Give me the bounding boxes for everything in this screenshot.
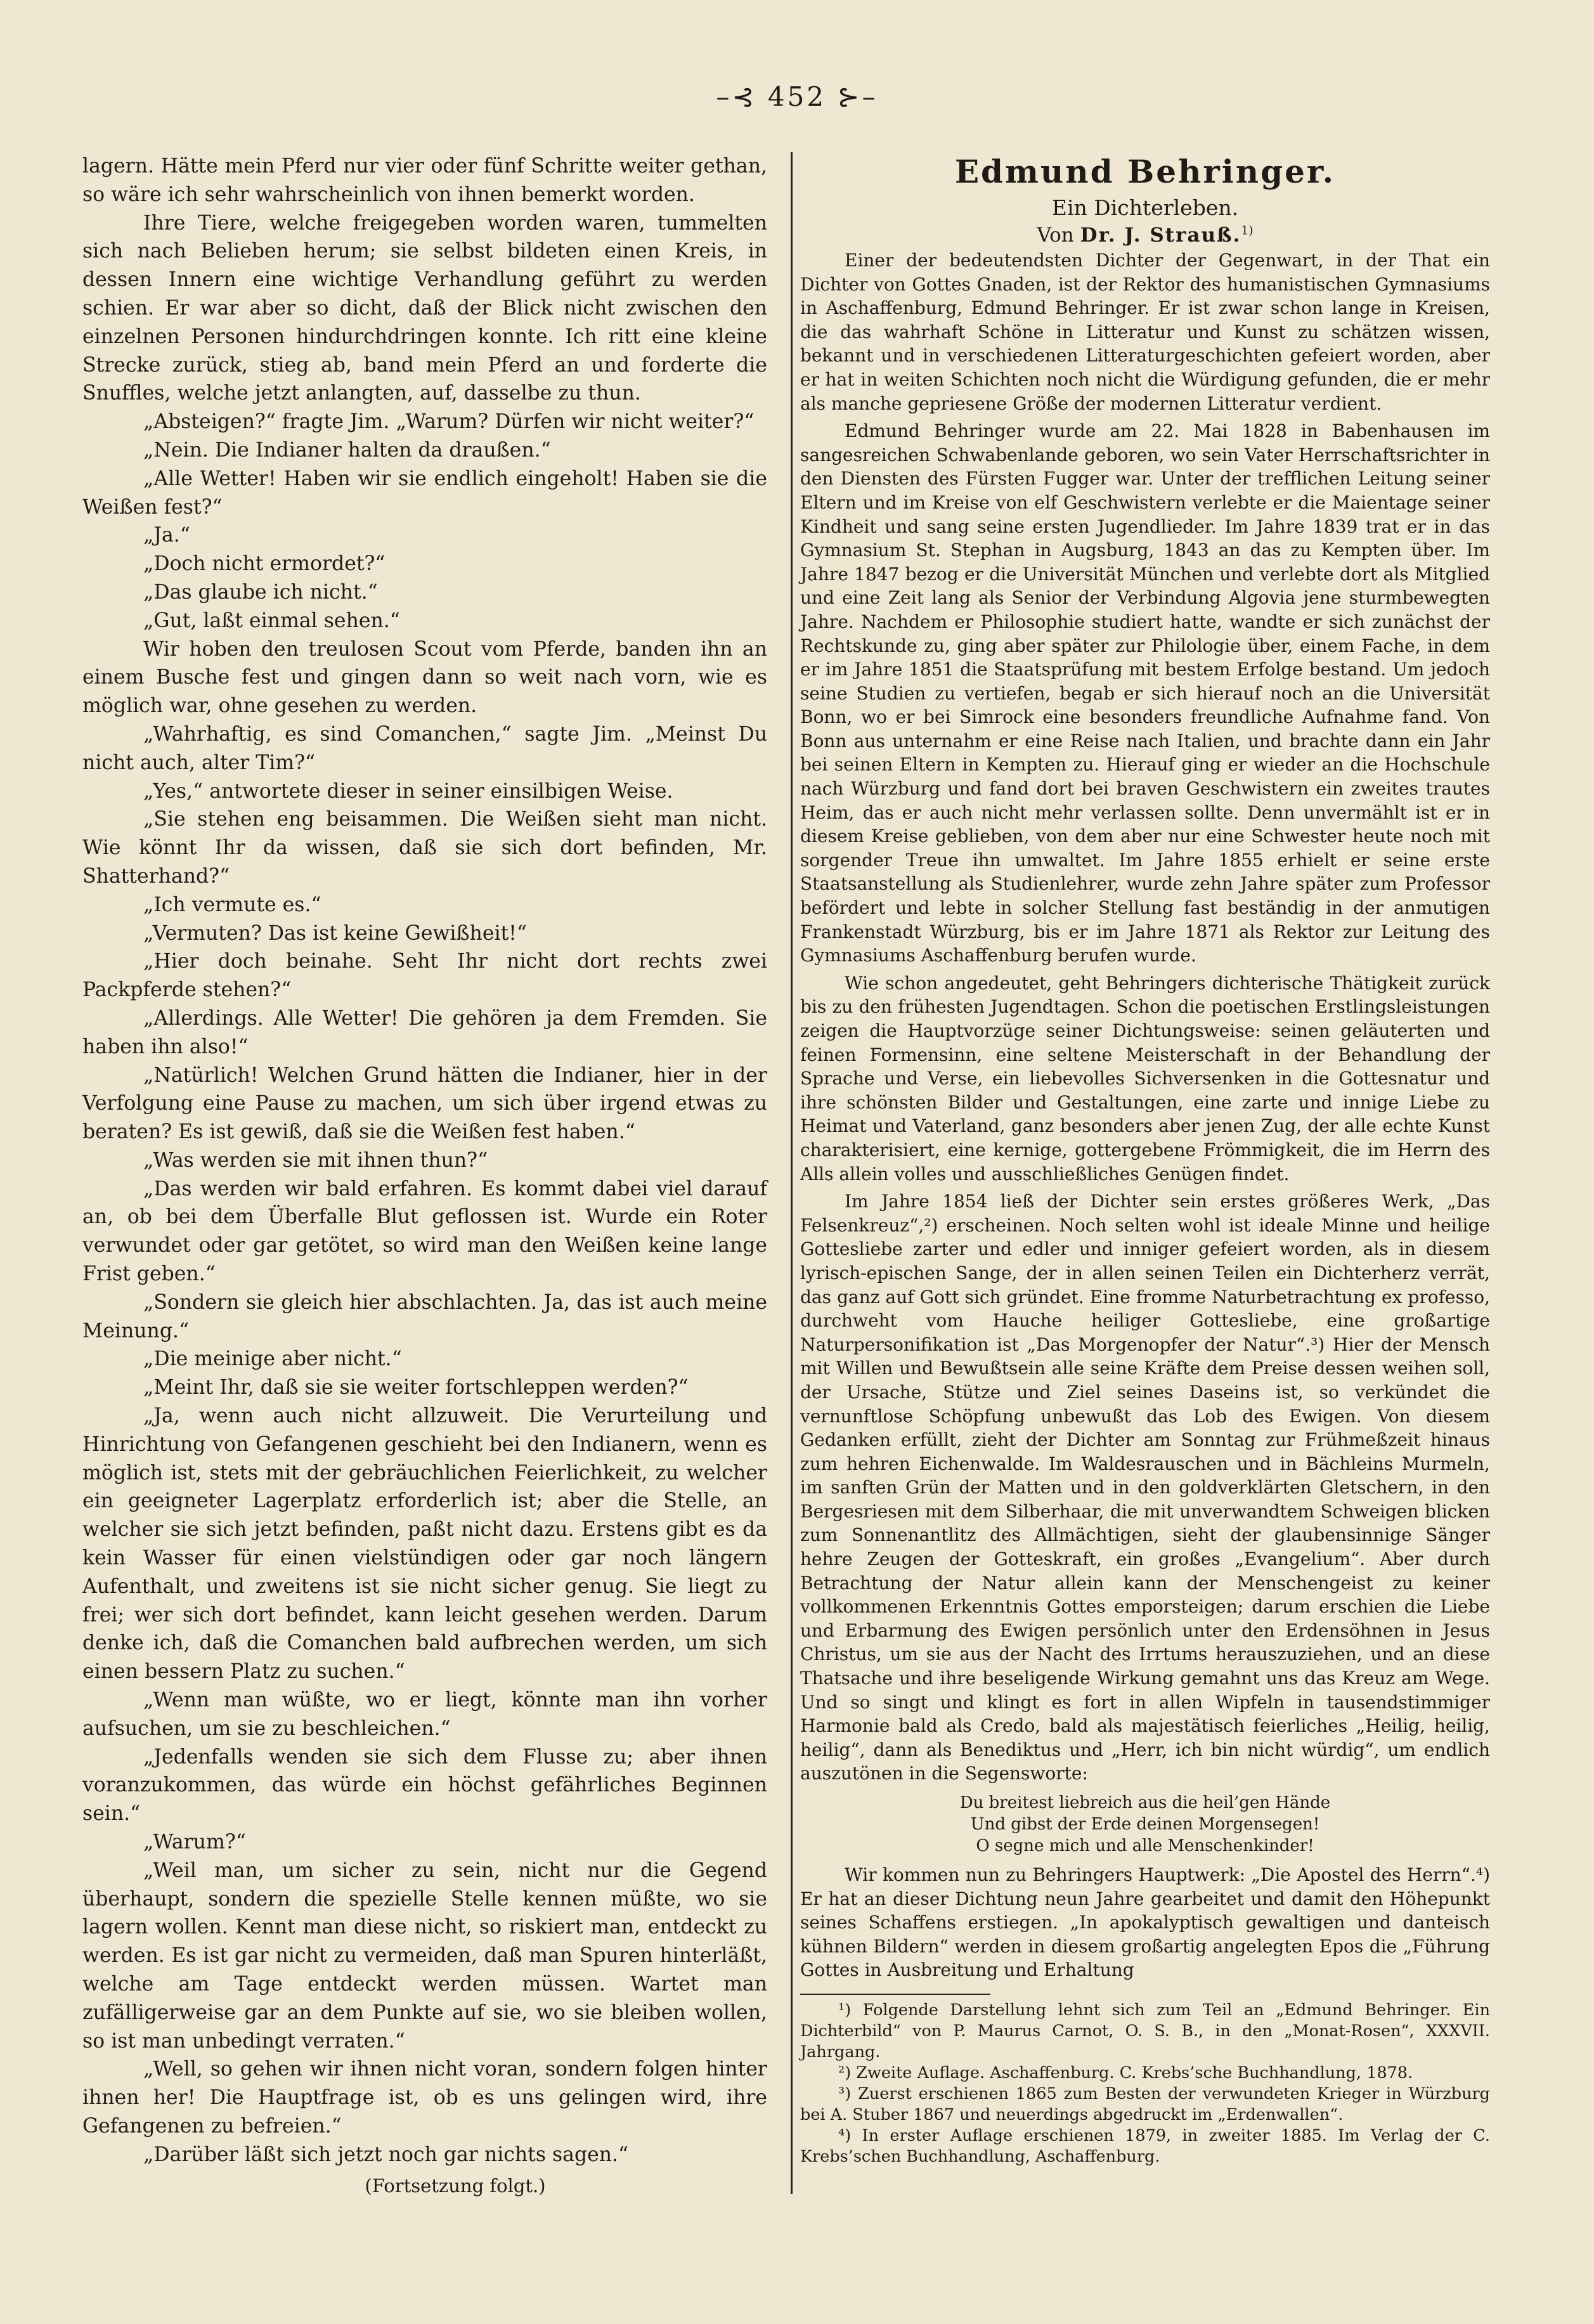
story-paragraph: lagern. Hätte mein Pferd nur vier oder fünf Schritte weiter gethan, so wäre ich sehr wahrscheinlich von ihnen bemerkt worden.: [82, 155, 767, 206]
story-paragraph: „Jedenfalls wenden sie sich dem Flusse zu; aber ihnen voranzukommen, das würde ein höchst gefährliches Beginnen sein.“: [82, 1745, 767, 1826]
article-byline: [800, 222, 1490, 249]
article-paragraph: Wie schon angedeutet, geht Behringers dichterische Thätigkeit zurück bis zu den frühesten Jugendtagen. Schon die poetischen Erstlingsleistungen zeigen die Hauptvorzüge seiner Dichtungsweise: seinen geläuterten und feinen Formensinn, eine seltene Meisterschaft in der Behandlung der Sprache und Verse, ein liebevolles Sichversenken in die Gottesnatur und ihre schönsten Bilder und Gestaltungen, eine zarte und innige Liebe zu Heimat und Vaterland, ganz besonders aber jenen Zug, der alle echte Kunst charakterisiert, eine kernige, gottergebene Frömmigkeit, die im Herrn des Alls allein volles und ausschließliches Genügen findet.: [800, 972, 1490, 1185]
verse-line: Und gibst der Erde deinen Morgensegen!: [970, 1815, 1320, 1834]
story-paragraph: „Absteigen?“ fragte Jim. „Warum? Dürfen wir nicht weiter?“: [143, 410, 755, 434]
verse-line: O segne mich und alle Menschenkinder!: [976, 1836, 1314, 1855]
story-paragraph: „Wahrhaftig, es sind Comanchen,“ sagte Jim. „Meinst Du nicht auch, alter Tim?“: [82, 722, 767, 774]
author-footnote-ref: 1): [1241, 224, 1254, 238]
article-body: [800, 249, 1490, 1982]
verse-quote: [800, 1792, 1490, 1857]
story-paragraph: „Was werden sie mit ihnen thun?“: [143, 1148, 488, 1172]
article-paragraph: Im Jahre 1854 ließ der Dichter sein erstes größeres Werk, „Das Felsenkreuz“,²) erscheinen. Noch selten wohl ist ideale Minne und heilige Gottesliebe zarter und edler und inniger gefeiert worden, als in diesem lyrisch-epischen Sange, der in allen seinen Teilen ein Dichterherz verrät, das ganz auf Gott sich gründet. Eine fromme Naturbetrachtung ex professo, durchweht vom Hauche heiliger Gottesliebe, eine großartige Naturpersonifikation ist „Das Morgenopfer der Natur“.³) Hier der Mensch mit Willen und Bewußtsein alle seine Kräfte dem Preise dessen weihen soll, der Ursache, Stütze und Ziel seines Daseins ist, so verkündet die vernunftlose Schöpfung unbewußt das Lob des Ewigen. Von diesem Gedanken erfüllt, zieht der Dichter am Sonntag zur Frühmeßzeit hinaus zum hehren Eichenwalde. Im Waldesrauschen und in Bächleins Murmeln, im sanften Grün der Matten und in den goldverklärten Gletschern, in den Bergesriesen mit dem Silberhaar, die mit unverwandtem Schweigen blicken zum Sonnenantlitz des Allmächtigen, sieht der glaubensinnige Sänger hehre Zeugen der Gotteskraft, ein großes „Evangelium“. Aber durch Betrachtung der Natur allein kann der Menschengeist zu keiner vollkommenen Erkenntnis Gottes emporsteigen; darum erschien die Liebe und Erbarmung des Ewigen persönlich unter den Erdensöhnen in Jesus Christus, um sie aus der Nacht des Irrtums herauszuziehen, und an diese Thatsache und ihre beseligende Wirkung gemahnt uns das Kreuz am Wege. Und so singt und klingt es fort in allen Wipfeln in tausendstimmiger Harmonie bald als Credo, bald als majestätisch feierliches „Heilig, heilig, heilig“, dann als Benediktus und „Herr, ich bin nicht würdig“, um endlich auszutönen in die Segensworte:: [800, 1191, 1490, 1784]
story-paragraph: Wir hoben den treulosen Scout vom Pferde, banden ihn an einem Busche fest und gingen dann so weit nach vorn, wie es möglich war, ohne gesehen zu werden.: [82, 637, 767, 718]
story-paragraph: „Ich vermute es.“: [143, 893, 321, 916]
story-paragraph: „Das werden wir bald erfahren. Es kommt dabei viel darauf an, ob bei dem Überfalle Blut geflossen ist. Wurde ein Roter verwundet oder gar getötet, so wird man den Weißen keine lange Frist geben.“: [82, 1177, 767, 1286]
footnote: ³) Zuerst erschienen 1865 zum Besten der verwundeten Krieger in Würzburg bei A. Stuber 1867 und neuerdings abgedruckt im „Erdenwallen“.: [800, 2084, 1490, 2124]
story-paragraph: „Ja, wenn auch nicht allzuweit. Die Verurteilung und Hinrichtung von Gefangenen geschieht bei den Indianern, wenn es möglich ist, stets mit der gebräuchlichen Feierlichkeit, zu welcher ein geeigneter Lagerplatz erforderlich ist; aber die Stelle, an welcher sie sich jetzt befinden, paßt nicht dazu. Erstens gibt es da kein Wasser für einen vielstündigen oder gar noch längern Aufenthalt, und zweitens ist sie nicht sicher genug. Sie liegt zu frei; wer sich dort befindet, kann leicht gesehen werden. Darum denke ich, daß die Comanchen bald aufbrechen werden, um sich einen bessern Platz zu suchen.“: [82, 1405, 767, 1684]
article-title: Edmund Behringer.: [954, 153, 1336, 190]
story-text: [82, 152, 767, 2169]
article-paragraph: Einer der bedeutendsten Dichter der Gegenwart, in der That ein Dichter von Gottes Gnaden, ist der Rektor des humanistischen Gymnasiums in Aschaffenburg, Edmund Behringer. Er ist zwar schon lange in Kreisen, die das wahrhaft Schöne in Litteratur und Kunst zu schätzen wissen, bekannt und in verschiedenen Litteraturgeschichten gefeiert worden, aber er hat in weiten Schichten noch nicht die Würdigung gefunden, die er mehr als manche gepriesene Größe der modernen Litteratur verdient.: [800, 250, 1490, 414]
footnote: ⁴) In erster Auflage erschienen 1879, in zweiter 1885. Im Verlag der C. Krebs’schen Buchhandlung, Aschaffenburg.: [800, 2126, 1490, 2166]
story-paragraph: „Vermuten? Das ist keine Gewißheit!“: [143, 921, 527, 945]
footnotes: [800, 2000, 1490, 2167]
story-paragraph: „Doch nicht ermordet?“: [143, 552, 386, 576]
ornament-left: –⊰: [716, 81, 768, 112]
story-paragraph: „Natürlich! Welchen Grund hätten die Indianer, hier in der Verfolgung eine Pause zu machen, um sich über irgend etwas zu beraten? Es ist gewiß, daß sie die Weißen fest haben.“: [82, 1063, 767, 1144]
verse-line: Du breitest liebreich aus die heil’gen Hände: [959, 1793, 1331, 1812]
story-paragraph: „Weil man, um sicher zu sein, nicht nur die Gegend überhaupt, sondern die spezielle Stelle kennen müßte, wo sie lagern wollen. Kennt man diese nicht, so riskiert man, entdeckt zu werden. Es ist gar nicht zu vermeiden, daß man Spuren hinterläßt, welche am Tage entdeckt werden müssen. Wartet man zufälligerweise gar an dem Punkte auf sie, wo sie bleiben wollen, so ist man unbedingt verraten.“: [82, 1859, 767, 2053]
story-paragraph: „Allerdings. Alle Wetter! Die gehören ja dem Fremden. Sie haben ihn also!“: [82, 1006, 767, 1058]
article-column: [800, 152, 1490, 2167]
continued-note: (Fortsetzung folgt.): [365, 2174, 546, 2197]
footnote-divider: [800, 1994, 990, 1995]
story-paragraph: „Well, so gehen wir ihnen nicht voran, sondern folgen hinter ihnen her! Die Hauptfrage ist, ob es uns gelingen wird, ihre Gefangenen zu befreien.“: [82, 2058, 767, 2138]
footnote: ²) Zweite Auflage. Aschaffenburg. C. Krebs’sche Buchhandlung, 1878.: [838, 2063, 1413, 2082]
story-paragraph: „Die meinige aber nicht.“: [143, 1347, 402, 1371]
story-paragraph: „Sie stehen eng beisammen. Die Weißen sieht man nicht. Wie könnt Ihr da wissen, daß sie sich dort befinden, Mr. Shatterhand?“: [82, 808, 767, 888]
story-paragraph: „Yes,“ antwortete dieser in seiner einsilbigen Weise.: [143, 779, 673, 803]
story-paragraph: „Meint Ihr, daß sie sie weiter fortschleppen werden?“: [143, 1376, 689, 1399]
story-paragraph: „Darüber läßt sich jetzt noch gar nichts sagen.“: [143, 2143, 629, 2166]
story-paragraph: „Das glaube ich nicht.“: [143, 580, 378, 604]
story-paragraph: „Warum?“: [143, 1831, 246, 1854]
page-number: [634, 81, 960, 112]
story-paragraph: Ihre Tiere, welche freigegeben worden waren, tummelten sich nach Belieben herum; sie selbst bildeten einen Kreis, in dessen Innern eine wichtige Verhandlung geführt zu werden schien. Er war aber so dicht, daß der Blick nicht zwischen den einzelnen Personen hindurchdringen konnte. Ich ritt eine kleine Strecke zurück, stieg ab, band mein Pferd an und forderte die Snuffles, welche jetzt anlangten, auf, dasselbe zu thun.: [82, 211, 767, 405]
article-subtitle: Ein Dichterleben.: [1051, 195, 1239, 220]
story-paragraph: „Wenn man wüßte, wo er liegt, könnte man ihn vorher aufsuchen, um sie zu beschleichen.“: [82, 1689, 767, 1740]
author-name: Dr. J. Strauß.: [1080, 224, 1241, 247]
story-paragraph: „Hier doch beinahe. Seht Ihr nicht dort rechts zwei Packpferde stehen?“: [82, 950, 767, 1002]
story-paragraph: „Ja.“: [143, 524, 190, 547]
byline-prefix: Von: [1037, 224, 1074, 247]
story-column: [82, 152, 767, 2200]
footnote: ¹) Folgende Darstellung lehnt sich zum Teil an „Edmund Behringer. Ein Dichterbild“ von P. Maurus Carnot, O. S. B., in den „Monat-Rosen“, XXXVII. Jahrgang.: [800, 2000, 1490, 2061]
story-paragraph: „Nein. Die Indianer halten da draußen.“: [143, 438, 551, 462]
article-paragraphs: [800, 249, 1490, 1786]
page-number-value: 452: [767, 81, 827, 112]
ornament-right: ⊱–: [826, 81, 878, 112]
column-divider: [791, 152, 793, 2194]
article-paragraphs-continued: [800, 1863, 1490, 1982]
story-paragraph: „Alle Wetter! Haben wir sie endlich eingeholt! Haben sie die Weißen fest?“: [82, 467, 767, 519]
story-paragraph: „Sondern sie gleich hier abschlachten. Ja, das ist auch meine Meinung.“: [82, 1290, 767, 1342]
article-paragraph: Wir kommen nun zu Behringers Hauptwerk: „Die Apostel des Herrn“.⁴) Er hat an dieser Dichtung neun Jahre gearbeitet und damit den Höhepunkt seines Schaffens erstiegen. „In apokalyptisch gewaltigen und danteisch kühnen Bildern“ werden in diesem großartig angelegten Epos die „Führung Gottes in Ausbreitung und Erhaltung: [800, 1864, 1490, 1981]
story-paragraph: „Gut, laßt einmal sehen.“: [143, 609, 400, 632]
article-paragraph: Edmund Behringer wurde am 22. Mai 1828 in Babenhausen im sangesreichen Schwabenlande geboren, wo sein Vater Herrschaftsrichter in den Diensten des Fürsten Fugger war. Unter der trefflichen Leitung seiner Eltern und im Kreise von elf Geschwistern verlebte er die Maientage seiner Kindheit und sang seine ersten Jugendlieder. Im Jahre 1839 trat er in das Gymnasium St. Stephan in Augsburg, 1843 an das zu Kempten über. Im Jahre 1847 bezog er die Universität München und verlebte dort als Mitglied und eine Zeit lang als Senior der Verbindung Algovia jene sturmbewegten Jahre. Nachdem er Philosophie studiert hatte, wandte er sich zunächst der Rechtskunde zu, ging aber später zur Philologie über, einem Fache, in dem er im Jahre 1851 die Staatsprüfung mit bestem Erfolge bestand. Um jedoch seine Studien zu vertiefen, begab er sich hierauf noch an die Universität Bonn, wo er bei Simrock eine besonders freundliche Aufnahme fand. Von Bonn aus unternahm er eine Reise nach Italien, und brachte dann ein Jahr bei seinen Eltern in Kempten zu. Hierauf ging er wieder an die Hochschule nach Würzburg und fand dort bei braven Geschwistern ein zweites trautes Heim, das er auch nicht mehr verlassen sollte. Denn unvermählt ist er in diesem Kreise geblieben, von dem aber nur eine Schwester heute noch mit sorgender Treue ihn umwaltet. Im Jahre 1855 erhielt er seine erste Staatsanstellung als Studienlehrer, wurde zehn Jahre später zum Professor befördert und lebte in solcher Stellung fast beständig in der anmutigen Frankenstadt Würzburg, bis er im Jahre 1871 als Rektor zur Leitung des Gymnasiums Aschaffenburg berufen wurde.: [800, 420, 1490, 966]
